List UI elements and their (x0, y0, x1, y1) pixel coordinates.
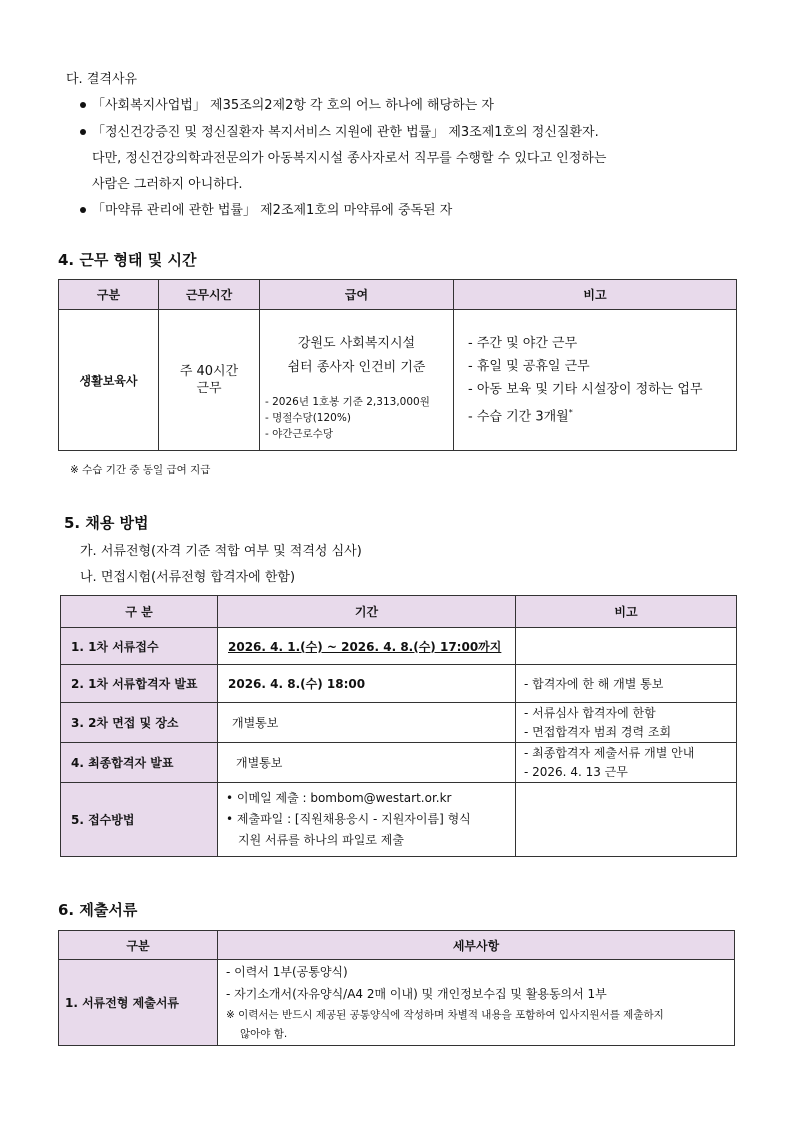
pay-details: - 2026년 1호봉 기준 2,313,000원 - 명절수당(120%) - 야간근로수당 (265, 396, 430, 440)
row-label: 1. 서류전형 제출서류 (59, 960, 218, 1046)
row-label: 5. 접수방법 (61, 783, 218, 857)
table-row (59, 960, 735, 1046)
header-details: 세부사항 (218, 931, 735, 960)
documents-table (58, 930, 735, 1046)
disqualification-item-3: 「마약류 관리에 관한 법률」 제2조제1호의 마약류에 중독된 자 (80, 199, 452, 218)
table-row (61, 783, 737, 857)
section5-title: 5. 채용 방법 (64, 514, 149, 532)
row-label: 4. 최종합격자 발표 (61, 743, 218, 783)
disqualification-item-2-cont1: 다만, 정신건강의학과전문의가 아동복지시설 종사자로서 직무를 수행할 수 있다고 인정하는 (92, 151, 607, 166)
bullet-icon (80, 207, 86, 213)
row-period: 개별통보 (218, 743, 516, 783)
header-category: 구분 (59, 280, 159, 310)
disqualification-item-2: 「정신건강증진 및 정신질환자 복지서비스 지원에 관한 법률」 제3조제1호의 정신질환자. (80, 121, 599, 140)
disqualification-item-1: 「사회복지사업법」 제35조의2제2항 각 호의 어느 하나에 해당하는 자 (80, 94, 494, 113)
section4-title: 4. 근무 형태 및 시간 (58, 251, 197, 269)
header-category: 구분 (59, 931, 218, 960)
row-period: 2026. 4. 1.(수) ~ 2026. 4. 8.(수) 17:00까지 (218, 628, 516, 665)
header-hours: 근무시간 (159, 280, 260, 310)
notes-cell: - 주간 및 야간 근무 - 휴일 및 공휴일 근무 - 아동 보육 및 기타 시설장이 정하는 업무 - 수습 기간 3개월* (454, 310, 737, 451)
documents-table-header (59, 931, 735, 960)
work-table-row (59, 310, 737, 451)
row-notes (516, 783, 737, 857)
disqualification-item-2-cont2: 사람은 그러하지 아니하다. (92, 177, 243, 192)
header-notes: 비고 (516, 596, 737, 628)
apply-method-cell: • 이메일 제출 : bombom@westart.or.kr • 제출파일 : [직원채용응시 - 지원자이름] 형식 지원 서류를 하나의 파일로 제출 (218, 783, 516, 857)
selection-step-a: 가. 서류전형(자격 기준 적합 여부 및 적격성 심사) (80, 544, 362, 559)
row-notes: - 서류심사 합격자에 한함 - 면접합격자 범죄 경력 조회 (516, 703, 737, 743)
table-row (61, 628, 737, 665)
documents-details-cell: - 이력서 1부(공통양식) - 자기소개서(자유양식/A4 2매 이내) 및 개인정보수집 및 활용동의서 1부 ※ 이력서는 반드시 제공된 공통양식에 작성하며 차별적 내용을 포함하여 입사지원서를 제출하지 않아야 함. (218, 960, 735, 1046)
row-notes: - 최종합격자 제출서류 개별 안내 - 2026. 4. 13 근무 (516, 743, 737, 783)
bullet-icon (80, 102, 86, 108)
row-period: 개별통보 (218, 703, 516, 743)
header-notes: 비고 (454, 280, 737, 310)
row-label: 1. 1차 서류접수 (61, 628, 218, 665)
disqualification-title: 다. 결격사유 (66, 72, 138, 87)
schedule-table (60, 595, 737, 857)
section6-title: 6. 제출서류 (58, 901, 138, 919)
header-period: 기간 (218, 596, 516, 628)
row-label: 3. 2차 면접 및 장소 (61, 703, 218, 743)
row-notes: - 합격자에 한 해 개별 통보 (516, 665, 737, 703)
section4-footnote: ※ 수습 기간 중 동일 급여 지급 (70, 464, 211, 476)
role-cell: 생활보육사 (59, 310, 159, 451)
schedule-table-header (61, 596, 737, 628)
row-notes (516, 628, 737, 665)
selection-step-b: 나. 면접시험(서류전형 합격자에 한함) (80, 570, 296, 585)
bullet-icon (80, 129, 86, 135)
table-row (61, 703, 737, 743)
header-pay: 급여 (260, 280, 454, 310)
work-table (58, 279, 737, 451)
table-row (61, 665, 737, 703)
row-period: 2026. 4. 8.(수) 18:00 (218, 665, 516, 703)
table-row (61, 743, 737, 783)
row-label: 2. 1차 서류합격자 발표 (61, 665, 218, 703)
hours-cell: 주 40시간 근무 (159, 310, 260, 451)
header-category: 구 분 (61, 596, 218, 628)
work-table-header (59, 280, 737, 310)
pay-cell: 강원도 사회복지시설 쉼터 종사자 인건비 기준 - 2026년 1호봉 기준 2,313,000원 - 명절수당(120%) - 야간근로수당 (260, 310, 454, 451)
